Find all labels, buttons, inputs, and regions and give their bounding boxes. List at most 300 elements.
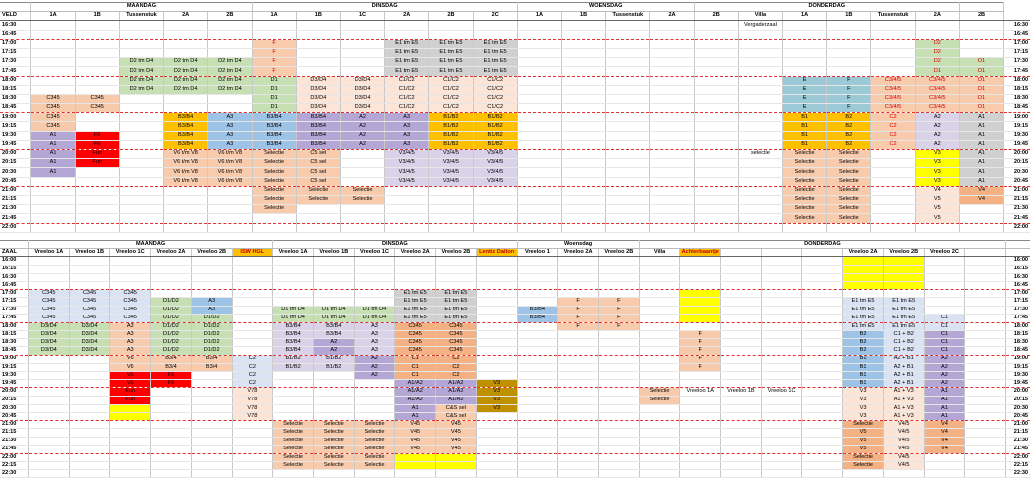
column-header [965, 249, 1006, 257]
empty-slot [562, 113, 606, 122]
empty-slot [721, 273, 762, 281]
schedule-slot: B1/B2 [313, 363, 354, 371]
zaal-schedule [0, 240, 1030, 478]
time-row [0, 412, 1030, 420]
empty-slot [119, 205, 163, 214]
schedule-slot: A1 [959, 159, 1003, 168]
schedule-slot: C1 [924, 347, 965, 355]
schedule-slot: Selectie [313, 462, 354, 470]
time-label: 20:45 [0, 177, 31, 186]
schedule-slot: A1/A2 [436, 380, 477, 388]
empty-slot [738, 168, 782, 177]
empty-slot [738, 122, 782, 131]
schedule-slot: E1 tm E5 [883, 306, 924, 314]
schedule-slot: Selectie [296, 195, 340, 204]
time-row [0, 48, 1030, 57]
empty-slot [827, 39, 871, 48]
schedule-slot: E [783, 104, 827, 113]
empty-slot [924, 273, 965, 281]
empty-slot [959, 48, 1003, 57]
time-label: 20:15 [0, 159, 31, 168]
time-label-right: 18:00 [1006, 322, 1030, 330]
empty-slot [558, 437, 599, 445]
column-header: Vreeloo 1A [28, 249, 69, 257]
time-label-right: 21:45 [1004, 214, 1030, 223]
empty-slot [924, 257, 965, 265]
empty-slot [232, 470, 273, 478]
schedule-slot: C345 [110, 290, 151, 298]
empty-slot [151, 470, 192, 478]
empty-slot [354, 396, 395, 404]
schedule-slot: V5 [915, 205, 959, 214]
empty-slot [694, 140, 738, 149]
schedule-slot: V45 [395, 429, 436, 437]
schedule-slot: B2 [843, 331, 884, 339]
empty-slot [28, 437, 69, 445]
time-label-right: 18:30 [1006, 339, 1030, 347]
empty-slot [694, 214, 738, 223]
time-label-right: 17:30 [1006, 306, 1030, 314]
time-row [0, 453, 1030, 461]
empty-slot [473, 30, 517, 39]
time-label: 21:00 [0, 421, 28, 429]
schedule-slot [843, 265, 884, 273]
empty-slot [313, 396, 354, 404]
empty-slot [738, 104, 782, 113]
empty-slot [871, 186, 915, 195]
schedule-slot: C5 sel [296, 159, 340, 168]
empty-slot [110, 437, 151, 445]
empty-slot [517, 265, 558, 273]
empty-slot [694, 94, 738, 103]
empty-slot [151, 265, 192, 273]
empty-slot [965, 453, 1006, 461]
time-label-right: 17:45 [1006, 314, 1030, 322]
empty-slot [119, 104, 163, 113]
empty-slot [75, 223, 119, 232]
schedule-slot: D3/D4 [28, 347, 69, 355]
empty-slot [110, 445, 151, 453]
time-row [0, 372, 1030, 380]
column-header: Villa [639, 249, 680, 257]
empty-slot [721, 412, 762, 420]
empty-slot [69, 257, 110, 265]
empty-slot [965, 347, 1006, 355]
schedule-slot: D3/D4 [69, 322, 110, 330]
empty-slot [517, 363, 558, 371]
empty-slot [694, 85, 738, 94]
schedule-slot: A2 [340, 122, 384, 131]
empty-slot [924, 265, 965, 273]
schedule-slot: V3/4/5 [429, 168, 473, 177]
empty-slot [738, 76, 782, 85]
empty-slot [650, 21, 694, 30]
empty-slot [598, 339, 639, 347]
schedule-slot: A3 [208, 113, 252, 122]
empty-slot [827, 21, 871, 30]
empty-slot [721, 396, 762, 404]
schedule-slot [395, 453, 436, 461]
time-row [0, 298, 1030, 306]
time-row [0, 265, 1030, 273]
time-row [0, 257, 1030, 265]
schedule-slot: D1/D2 [151, 331, 192, 339]
empty-slot [558, 290, 599, 298]
schedule-slot: E1 tm E5 [883, 322, 924, 330]
schedule-slot: B3/B4 [252, 131, 296, 140]
schedule-slot: B3/B4 [164, 140, 208, 149]
empty-slot [75, 177, 119, 186]
empty-slot [761, 347, 802, 355]
time-row [0, 214, 1030, 223]
empty-slot [650, 39, 694, 48]
time-label-right: 20:30 [1004, 168, 1030, 177]
empty-slot [598, 347, 639, 355]
empty-slot [965, 445, 1006, 453]
time-label: 22:00 [0, 453, 28, 461]
schedule-slot: C3/4/5 [915, 94, 959, 103]
day-label: DONDERDAG [639, 241, 1005, 249]
schedule-slot: V45 [395, 421, 436, 429]
empty-slot [476, 437, 517, 445]
empty-slot [680, 404, 721, 412]
schedule-slot: V3/4/5 [473, 168, 517, 177]
empty-slot [680, 412, 721, 420]
schedule-slot: C1/C2 [473, 85, 517, 94]
empty-slot [827, 67, 871, 76]
schedule-slot: C3/4/5 [915, 104, 959, 113]
empty-slot [694, 159, 738, 168]
schedule-slot: V3/4/5 [473, 159, 517, 168]
empty-slot [208, 30, 252, 39]
empty-slot [273, 404, 314, 412]
empty-slot [75, 214, 119, 223]
empty-slot [965, 273, 1006, 281]
empty-slot [110, 462, 151, 470]
time-label-right: 17:30 [1004, 58, 1030, 67]
empty-slot [802, 265, 843, 273]
empty-slot [761, 372, 802, 380]
schedule-slot: B1 [843, 372, 884, 380]
empty-slot [694, 177, 738, 186]
time-label-right: 19:45 [1006, 380, 1030, 388]
column-header: 1A [31, 12, 75, 21]
schedule-slot: C2 [871, 113, 915, 122]
empty-slot [191, 388, 232, 396]
empty-slot [598, 355, 639, 363]
schedule-slot [191, 380, 232, 388]
empty-slot [650, 150, 694, 159]
schedule-slot: B1 [843, 380, 884, 388]
time-label-right: 22:15 [1006, 462, 1030, 470]
empty-slot [802, 281, 843, 289]
empty-slot [517, 421, 558, 429]
time-row [0, 421, 1030, 429]
empty-slot [517, 67, 561, 76]
empty-slot [28, 273, 69, 281]
schedule-slot: B2 [827, 140, 871, 149]
empty-slot [965, 265, 1006, 273]
schedule-slot: V3/4/5 [473, 177, 517, 186]
schedule-slot: B1/B2 [429, 131, 473, 140]
schedule-slot: A2 [915, 140, 959, 149]
empty-slot [473, 205, 517, 214]
time-row [0, 404, 1030, 412]
empty-slot [558, 331, 599, 339]
empty-slot [75, 48, 119, 57]
time-row [0, 150, 1030, 159]
empty-slot [883, 470, 924, 478]
empty-slot [75, 113, 119, 122]
time-row [0, 281, 1030, 289]
empty-slot [191, 453, 232, 461]
empty-slot [680, 421, 721, 429]
schedule-slot: B3/B4 [252, 140, 296, 149]
time-label-right: 20:00 [1004, 150, 1030, 159]
schedule-slot: C345 [110, 298, 151, 306]
empty-slot [385, 186, 429, 195]
empty-slot [871, 214, 915, 223]
empty-slot [924, 298, 965, 306]
schedule-slot: D1 [959, 67, 1003, 76]
empty-slot [694, 122, 738, 131]
column-header: Vreeloo 2B [191, 249, 232, 257]
empty-slot [694, 39, 738, 48]
schedule-slot: C2 [871, 131, 915, 140]
schedule-slot: C345 [395, 322, 436, 330]
time-row [0, 363, 1030, 371]
schedule-slot: C2 [232, 355, 273, 363]
schedule-slot: D3/D4 [69, 339, 110, 347]
schedule-slot: D1 tm D4 [273, 306, 314, 314]
empty-slot [476, 462, 517, 470]
schedule-slot: C5 sel [296, 150, 340, 159]
empty-slot [827, 30, 871, 39]
schedule-slot: C3/4/5 [915, 76, 959, 85]
time-row [0, 388, 1030, 396]
empty-slot [738, 223, 782, 232]
schedule-slot: B1/B2 [273, 363, 314, 371]
schedule-slot: C1/C2 [473, 94, 517, 103]
empty-slot [517, 186, 561, 195]
schedule-slot: C5 sel [296, 177, 340, 186]
schedule-slot: Selectie [273, 453, 314, 461]
schedule-slot: F [827, 104, 871, 113]
empty-slot [562, 205, 606, 214]
time-label-right: 21:15 [1006, 429, 1030, 437]
time-label: 17:30 [0, 306, 28, 314]
schedule-slot: C1/C2 [429, 104, 473, 113]
schedule-slot: Selectie [354, 421, 395, 429]
time-row [0, 39, 1030, 48]
schedule-slot: Selectie [273, 421, 314, 429]
schedule-slot: C1 [924, 314, 965, 322]
empty-slot [761, 412, 802, 420]
time-label: 17:15 [0, 48, 31, 57]
schedule-slot: Selectie [252, 159, 296, 168]
time-label-right: 19:00 [1004, 113, 1030, 122]
empty-slot [761, 322, 802, 330]
schedule-slot: E1 tm E5 [473, 67, 517, 76]
empty-slot [75, 39, 119, 48]
schedule-slot [924, 462, 965, 470]
empty-slot [598, 453, 639, 461]
empty-slot [738, 186, 782, 195]
empty-slot [598, 257, 639, 265]
schedule-slot: E1 tm E5 [385, 58, 429, 67]
empty-slot [562, 195, 606, 204]
schedule-slot: V3 [843, 404, 884, 412]
schedule-slot: E [783, 94, 827, 103]
empty-slot [606, 39, 650, 48]
schedule-slot: Selectie [340, 195, 384, 204]
schedule-slot: V6 [110, 355, 151, 363]
empty-slot [761, 470, 802, 478]
schedule-slot: E1 tm E5 [429, 58, 473, 67]
time-label-right: 19:00 [1006, 355, 1030, 363]
schedule-slot: F [598, 306, 639, 314]
time-label-right: 18:00 [1004, 76, 1030, 85]
empty-slot [517, 94, 561, 103]
empty-slot [31, 30, 75, 39]
empty-slot [558, 281, 599, 289]
schedule-slot: C3/4/5 [871, 85, 915, 94]
empty-slot [827, 223, 871, 232]
time-label: 19:15 [0, 363, 28, 371]
empty-slot [606, 131, 650, 140]
schedule-slot: Selectie [252, 205, 296, 214]
empty-slot [476, 257, 517, 265]
empty-slot [517, 76, 561, 85]
time-label-right: 20:15 [1004, 159, 1030, 168]
time-label-right: 20:30 [1006, 404, 1030, 412]
empty-slot [802, 363, 843, 371]
schedule-slot: E1 tm E5 [395, 306, 436, 314]
empty-slot [721, 257, 762, 265]
schedule-slot: C345 [75, 104, 119, 113]
empty-slot [354, 470, 395, 478]
time-row [0, 347, 1030, 355]
empty-slot [694, 131, 738, 140]
column-header: Vreeloo 2A [151, 249, 192, 257]
empty-slot [598, 331, 639, 339]
empty-slot [340, 205, 384, 214]
time-label: 19:15 [0, 122, 31, 131]
schedule-slot: C345 [395, 347, 436, 355]
empty-slot [562, 30, 606, 39]
empty-slot [69, 396, 110, 404]
schedule-slot: V5 [915, 195, 959, 204]
schedule-slot: V3 [915, 150, 959, 159]
empty-slot [476, 331, 517, 339]
schedule-slot: Vreeloo 1B [721, 388, 762, 396]
column-header: Vreeloo 2B [883, 249, 924, 257]
schedule-slot: A1/A2 [436, 396, 477, 404]
empty-slot [273, 290, 314, 298]
empty-slot [429, 195, 473, 204]
empty-slot [429, 214, 473, 223]
empty-slot [738, 159, 782, 168]
schedule-slot: B1/B2 [429, 122, 473, 131]
schedule-slot: A3 [208, 131, 252, 140]
schedule-slot: D1/D2 [151, 314, 192, 322]
empty-slot [75, 168, 119, 177]
empty-slot [965, 412, 1006, 420]
empty-slot [232, 265, 273, 273]
schedule-slot: D2 [915, 39, 959, 48]
empty-slot [680, 257, 721, 265]
schedule-slot: V4 [959, 195, 1003, 204]
empty-slot [959, 39, 1003, 48]
empty-slot [395, 257, 436, 265]
empty-slot [965, 257, 1006, 265]
empty-slot [31, 214, 75, 223]
empty-slot [119, 214, 163, 223]
empty-slot [385, 21, 429, 30]
schedule-slot: F [680, 347, 721, 355]
empty-slot [119, 39, 163, 48]
empty-slot [208, 214, 252, 223]
schedule-slot: V6 t/m V8 [208, 168, 252, 177]
empty-slot [476, 412, 517, 420]
empty-slot [313, 273, 354, 281]
empty-slot [164, 104, 208, 113]
schedule-slot [843, 257, 884, 265]
empty-slot [208, 186, 252, 195]
schedule-slot: Vreeloo 1A [680, 388, 721, 396]
empty-slot [313, 404, 354, 412]
schedule-slot: A1/A2 [436, 388, 477, 396]
empty-slot [208, 94, 252, 103]
schedule-slot: B3/B4 [313, 322, 354, 330]
schedule-slot: B3/4 [191, 363, 232, 371]
column-header: Vreeloo 2A [558, 249, 599, 257]
empty-slot [606, 195, 650, 204]
column-header: 1B [562, 12, 606, 21]
empty-slot [738, 67, 782, 76]
schedule-slot: B3/B4 [164, 122, 208, 131]
empty-slot [164, 94, 208, 103]
empty-slot [650, 177, 694, 186]
corner-cell [959, 3, 1003, 12]
schedule-slot: Selectie [313, 445, 354, 453]
time-row [0, 205, 1030, 214]
column-header: 1C [340, 12, 384, 21]
empty-slot [354, 388, 395, 396]
empty-slot [680, 380, 721, 388]
schedule-slot: D1 tm D4 [354, 314, 395, 322]
empty-slot [476, 445, 517, 453]
empty-slot [313, 298, 354, 306]
time-row [0, 159, 1030, 168]
schedule-slot: C1/C2 [385, 85, 429, 94]
schedule-slot: B1/B2 [473, 140, 517, 149]
empty-slot [761, 331, 802, 339]
schedule-slot: D3/D4 [69, 331, 110, 339]
empty-slot [354, 257, 395, 265]
time-label: 19:00 [0, 355, 28, 363]
empty-slot [69, 388, 110, 396]
empty-slot [721, 470, 762, 478]
empty-slot [738, 131, 782, 140]
empty-slot [783, 30, 827, 39]
schedule-slot: A1 [31, 150, 75, 159]
empty-slot [650, 223, 694, 232]
corner-cell [1006, 241, 1030, 249]
empty-slot [232, 257, 273, 265]
empty-slot [151, 281, 192, 289]
empty-slot [802, 273, 843, 281]
